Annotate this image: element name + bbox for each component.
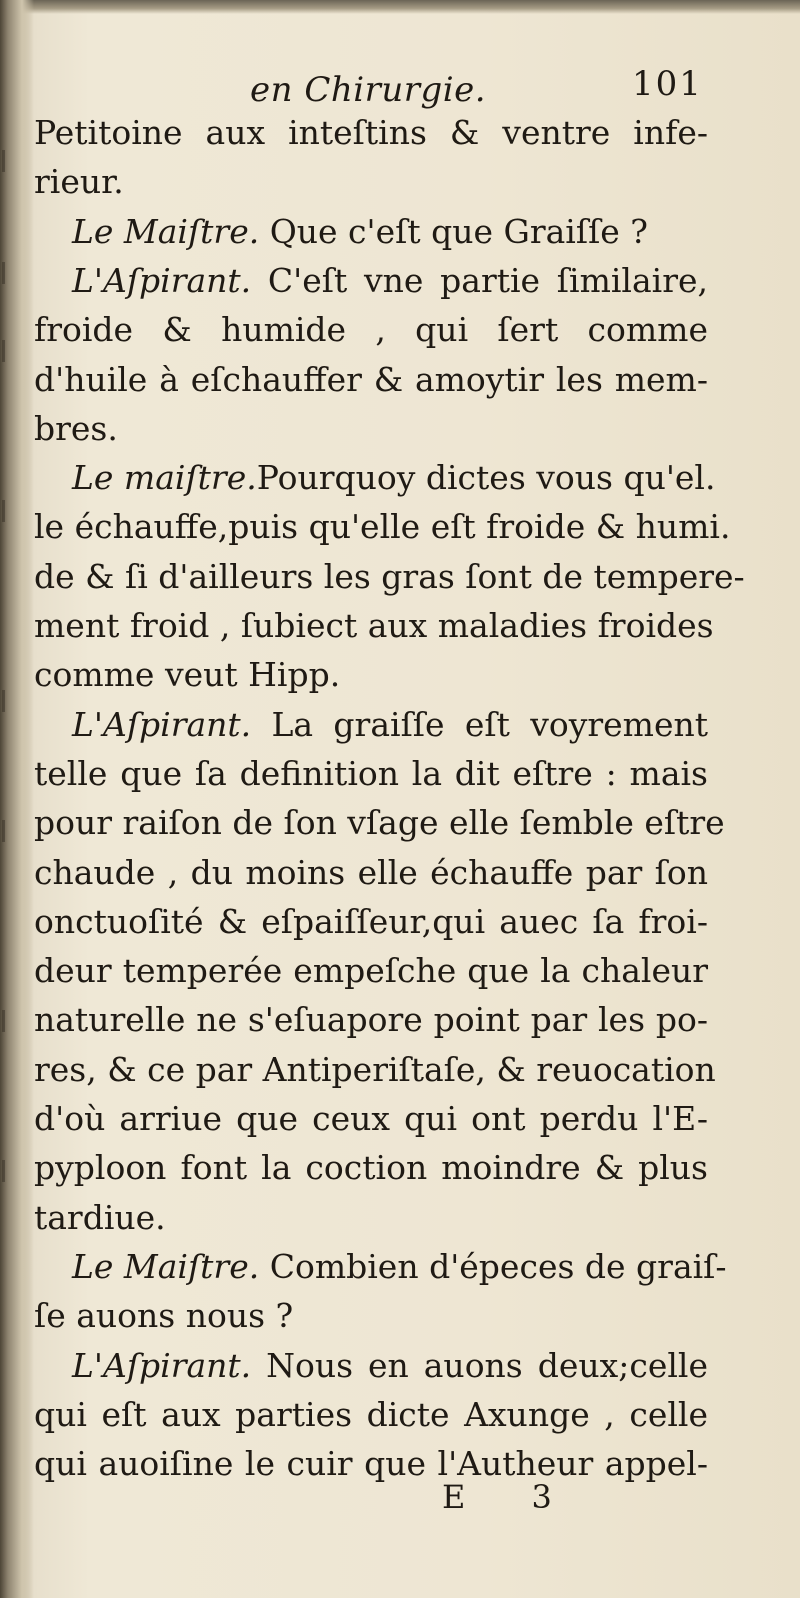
line-text: Nous en auons deux;celle (251, 1346, 708, 1385)
line-text: telle que ſa definition la dit eſtre : mais (34, 754, 708, 793)
text-line (34, 408, 708, 450)
speaker-label: Le Maiſtre. (72, 212, 260, 251)
page-number: 101 (632, 64, 703, 104)
text-line (34, 1295, 708, 1337)
text-line (34, 260, 708, 302)
text-line (34, 901, 708, 943)
line-text: Pourquoy dictes vous qu'el. (256, 458, 716, 497)
line-text: Combien d'épeces de graiſ- (259, 1247, 727, 1286)
text-line (34, 1394, 708, 1436)
text-line (34, 950, 708, 992)
speaker-label: L'Aſpirant. (72, 1346, 252, 1385)
line-text: de & ſi d'ailleurs les gras ſont de tempere- (34, 557, 745, 596)
line-text: C'eſt vne partie ſimilaire, (251, 261, 708, 300)
line-text: d'huile à eſchauffer & amoytir les mem- (34, 360, 708, 399)
line-text: pyploon font la coction moindre & plus (34, 1148, 708, 1187)
text-line (34, 112, 708, 154)
signature-mark: E 3 (442, 1478, 580, 1516)
text-line (34, 1049, 716, 1091)
text-line (34, 1345, 708, 1387)
line-text: chaude , du moins elle échauffe par ſon (34, 853, 708, 892)
line-text: le échauffe,puis qu'elle eſt froide & humi. (34, 507, 731, 546)
speaker-label: L'Aſpirant. (72, 705, 252, 744)
line-text: tardiue. (34, 1198, 166, 1237)
text-line (34, 1443, 708, 1485)
line-text: onctuoſité & eſpaiſſeur,qui auec ſa froi- (34, 902, 708, 941)
text-line (34, 1197, 708, 1239)
line-text: rieur. (34, 162, 124, 201)
line-text: froide & humide , qui ſert comme (34, 310, 708, 349)
line-text: naturelle ne s'eſuapore point par les po- (34, 1000, 708, 1039)
text-line (34, 802, 725, 844)
text-line (34, 309, 708, 351)
line-text: deur temperée empeſche que la chaleur (34, 951, 708, 990)
text-line (34, 506, 731, 548)
line-text: Petitoine aux inteſtins & ventre infe- (34, 113, 708, 152)
line-text: ment froid , ſubiect aux maladies froides (34, 606, 714, 645)
line-text: ſe auons nous ? (34, 1296, 294, 1335)
text-line (34, 852, 708, 894)
text-line (34, 1246, 727, 1288)
line-text: pour raiſon de ſon vſage elle ſemble eſtre (34, 803, 725, 842)
text-line (34, 161, 708, 203)
line-text: Que c'eſt que Graiſſe ? (259, 212, 648, 251)
speaker-label: L'Aſpirant. (72, 261, 252, 300)
line-text: qui eſt aux parties dicte Axunge , celle (34, 1395, 708, 1434)
running-title: en Chirurgie. (250, 70, 487, 110)
text-line (34, 457, 716, 499)
line-text: bres. (34, 409, 118, 448)
text-line (34, 1147, 708, 1189)
text-line (34, 704, 708, 746)
line-text: d'où arriue que ceux qui ont perdu l'E- (34, 1099, 708, 1138)
line-text: qui auoiſine le cuir que l'Autheur appel- (34, 1444, 708, 1483)
speaker-label: Le maiſtre. (72, 458, 257, 497)
text-line (34, 359, 708, 401)
text-line (34, 654, 708, 696)
text-line (34, 999, 708, 1041)
speaker-label: Le Maiſtre. (72, 1247, 260, 1286)
text-line (34, 753, 708, 795)
text-line (34, 211, 708, 253)
text-line (34, 1098, 708, 1140)
line-text: res, & ce par Antiperiſtaſe, & reuocation (34, 1050, 716, 1089)
line-text: comme veut Hipp. (34, 655, 341, 694)
text-line (34, 605, 714, 647)
line-text: La graiſſe eſt voyrement (251, 705, 708, 744)
text-line (34, 556, 745, 598)
